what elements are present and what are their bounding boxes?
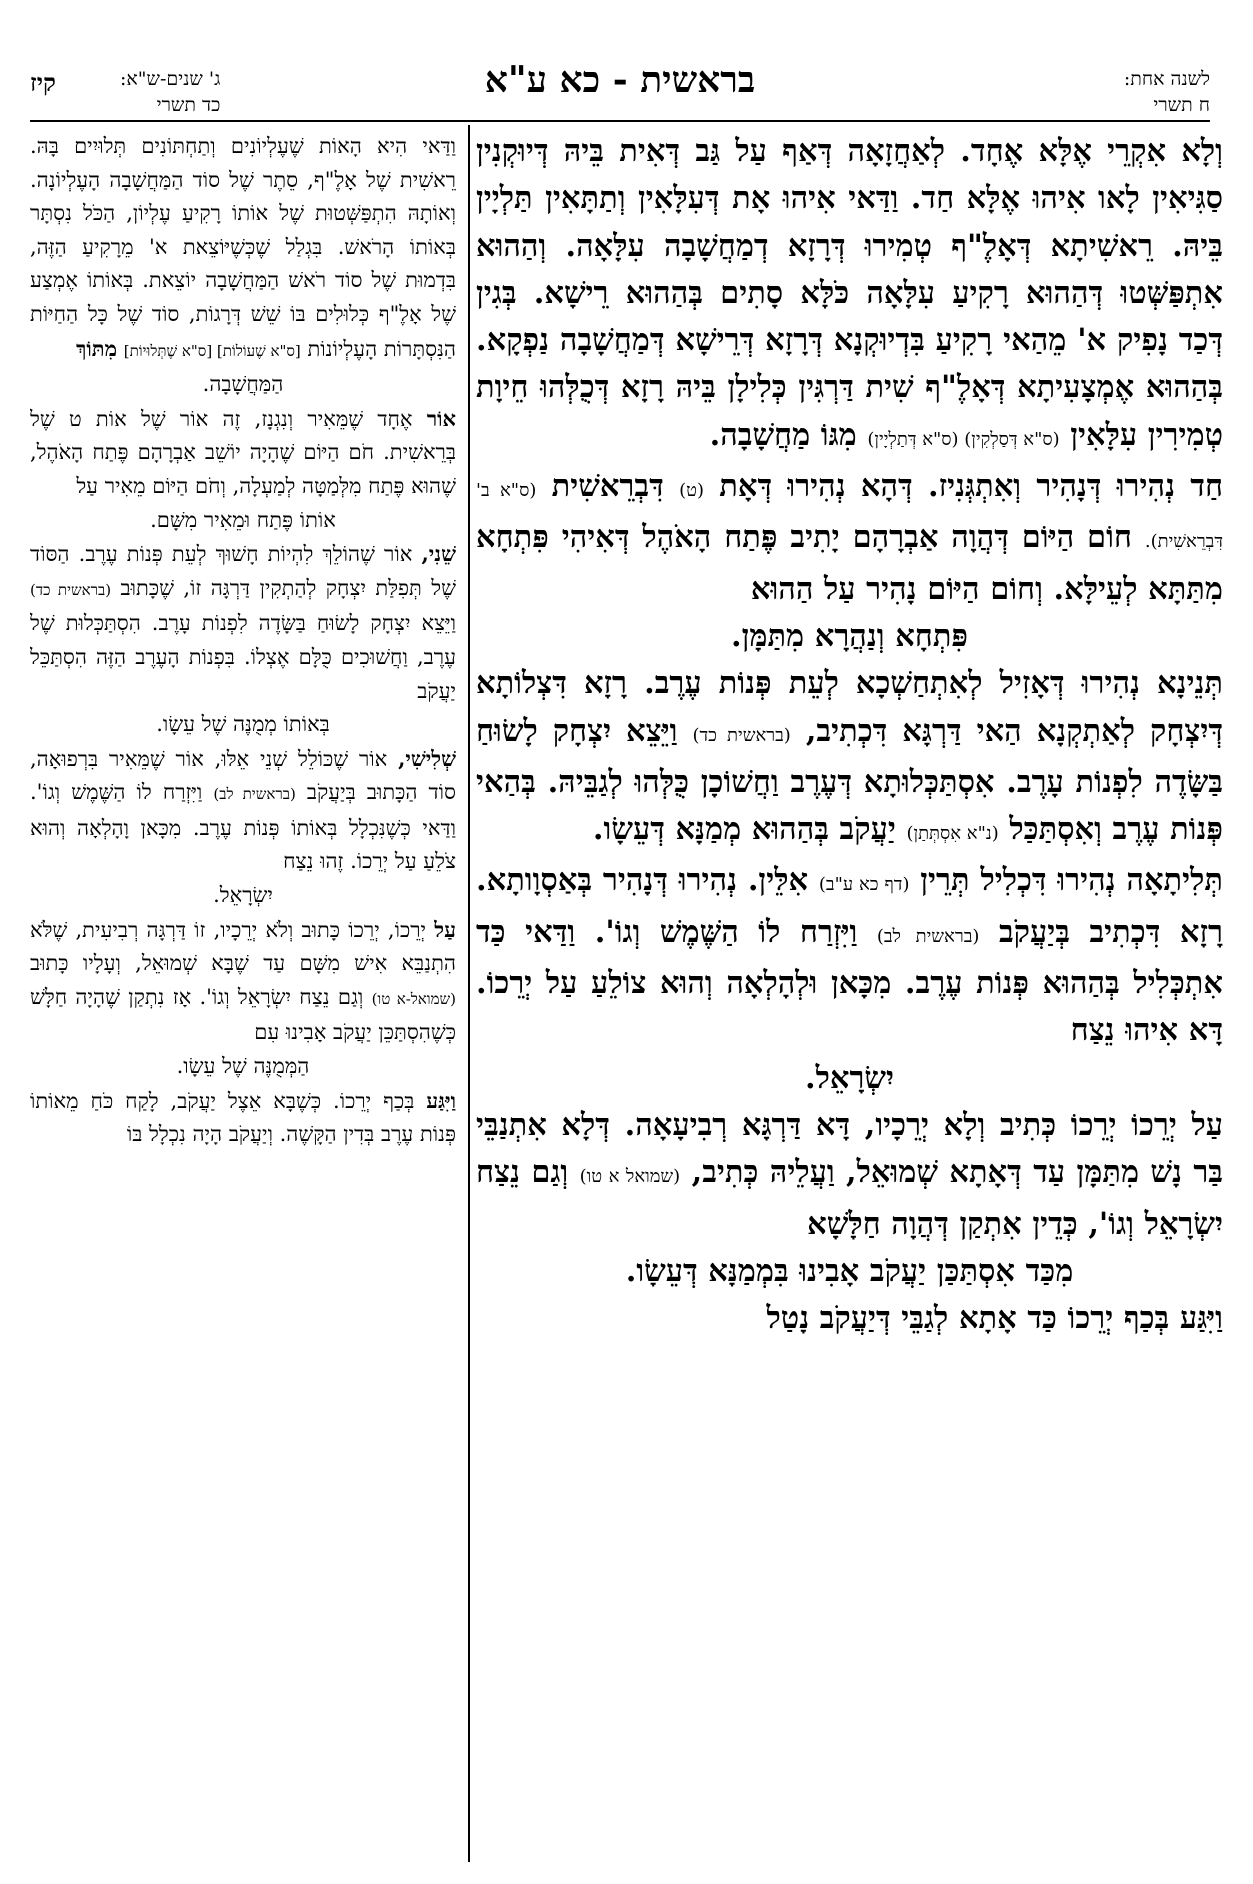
- main-text: יַעֲקֹב בְּהַהוּא מְמַנָּא דְּעֵשָׂו.: [592, 811, 896, 848]
- main-paragraph: [476, 857, 1223, 1054]
- verse-reference: (בראשית לב): [876, 925, 980, 947]
- verse-reference: (בראשית כד): [30, 580, 112, 599]
- main-text: דִּבְרֵאשִׁית: [551, 468, 664, 505]
- side-lead-word: עַל: [434, 916, 456, 942]
- main-paragraph: [476, 660, 1223, 857]
- side-paragraph: [30, 402, 456, 504]
- main-text: עַל יְרֵכוֹ יְרֵכוֹ כְּתִיב וְלָא יְרֵכָיו, דָּא דַּרְגָּא רְבִיעָאָה. דְּלָא אִתְנַבֵּי בַּר נָשׁ מִתַּמָּן עַד דְּאָתָא שְׁמוּאֵל, וַעֲלֵיהּ כְּתִיב,: [476, 1106, 1223, 1191]
- side-lead-word: שֵׁנִי,: [421, 541, 456, 567]
- main-text: וַיִּזְרַח לוֹ הַשֶּׁמֶשׁ וְגוֹ'. וַדַּאי כַּד אִתְכְּלִיל בְּהַהוּא פְּנוֹת עֶרֶב. מִכָּאן וּלְהָלְאָה וְהוּא צוֹלֵעַ עַל יְרֵכוֹ. דָּא אִיהוּ נֵצַח: [476, 913, 1223, 1049]
- variant-note: (ס"א דְּסַלְקִין) (ס"א דְּתַלְיָין): [867, 428, 1060, 450]
- main-text: תְּנֵינָא נְהִירוּ דְּאָזִיל לְאִתְחַשְׁכָא לְעֵת פְּנוֹת עֶרֶב. רָזָא דִּצְלוֹתָא דְּיִצְחָק לְאַתְקְנָא הַאי דַּרְגָּא דִּכְתִיב,: [476, 665, 1223, 749]
- main-paragraph: וַיִּגַּע בְּכַף יְרֵכוֹ כַּד אָתָא לְגַבֵּי דְּיַעֲקֹב נָטַל: [766, 1300, 1223, 1337]
- side-text: אֶחָד שֶׁמֵּאִיר וְנִגְנָז, זֶה אוֹר שֶׁל אוֹת ט שֶׁל בְּרֵאשִׁית. חֹם הַיּוֹם שֶׁהָיָה יוֹשֵׁב אַבְרָהָם פֶּתַח הָאֹהֶל, שֶׁהוּא פֶּתַח מִלְּמַטָּה לְמַעְלָה, וְחֹם הַיּוֹם מֵאִיר עַל: [30, 406, 456, 498]
- main-text: וְלָא אִקְרֵי אֶלָּא אֶחָד. לְאַחֲזָאָה דְּאַף עַל גַּב דְּאִית בֵּיהּ דְּיוּקְנִין סַגִּיאִין לָאו אִיהוּ אֶלָּא חַד. וַדַּאי אִיהוּ אָת דְּעִלָּאִין וְתַתָּאִין תַּלְיָין בֵּיהּ. רֵאשִׁיתָא דְּאָלֶ"ף טְמִירוּ דְּרָזָא דְמַחֲשָׁבָה עִלָּאָה. וְהַהוּא אִתְפַּשְּׁטוּ דְּהַהוּא רָקִיעַ עִלָּאָה כֹּלָּא סָתִים בְּהַהוּא רֵישָׁא. בְּגִין דְּכַד נָפִיק א' מֵהַאי רָקִיעַ בִּדְיוּקְנָא דְּרָזָא דְּרֵישָׁא דְּמַחֲשָׁבָה נַפְקָא. בְּהַהוּא אֶמְצָעִיתָא דְּאָלֶ"ף שִׁית דַּרְגִּין כְּלִילָן בֵּיהּ רָזָא דְּכֻלְּהוּ חֵיוָת טְמִירִין עִלָּאִין: [476, 133, 1223, 453]
- side-lead-word: שְׁלִישִׁי,: [398, 745, 456, 771]
- folio-reference: (דף כא ע"ב): [818, 874, 910, 896]
- side-lead-word: וַיִּגַּע: [426, 1087, 456, 1113]
- main-paragraph: [476, 1102, 1223, 1248]
- schedule-three-years-label: ג' שנים-ש"א:: [120, 68, 221, 90]
- main-text: מִגּוֹ מַחֲשָׁבָה.: [709, 416, 857, 453]
- page-number: קיז: [30, 68, 56, 97]
- hebrew-translation-column: [30, 130, 456, 1862]
- header-rule: [30, 120, 1210, 122]
- main-text: אִלֵּין. נְהִירוּ דְּנָהִיר בְּאַסְוָותָא. רָזָא דִּכְתִיב בְּיַעֲקֹב: [476, 862, 1223, 950]
- verse-reference: (בראשית לב): [213, 785, 296, 804]
- page-header: [30, 58, 1210, 128]
- side-paragraph-end: יִשְׂרָאֵל.: [213, 883, 273, 908]
- side-paragraph: [30, 537, 456, 708]
- variant-note: [ס"א שֶׁעוֹלוֹת] [ס"א שֶׁתְּלוּיוֹת]: [123, 341, 301, 360]
- aramaic-text-column: [476, 128, 1223, 1862]
- variant-note: (נ"א אִסְתְּתַן): [906, 823, 999, 845]
- side-paragraph: [30, 130, 456, 368]
- column-divider: [468, 125, 470, 1862]
- main-paragraph: [476, 463, 1223, 613]
- side-paragraph: [30, 1084, 456, 1152]
- verse-reference: (שמואל א טו): [579, 1166, 681, 1188]
- side-text: וַיֵּצֵא יִצְחָק לָשׂוּחַ בַּשָּׂדֶה לִפְנוֹת עָרֶב. הִסְתַּכְּלוּת שֶׁל עֶרֶב, וַחֲשׁוּכִים כֻּלָּם אֶצְלוֹ. בִּפְנוֹת הָעֶרֶב הַזֶּה הִסְתַּכֵּל יַעֲקֹב: [30, 611, 456, 703]
- side-text: אוֹר שֶׁכּוֹלֵל שְׁנֵי אֵלּוּ, אוֹר שֶׁמֵּאִיר בִּרְפוּאָה, סוֹד הַכָּתוּב בְּיַעֲקֹב: [30, 746, 456, 805]
- schedule-three-years-date: כד תשרי: [156, 94, 221, 116]
- main-text: וְגַם נֵצַח יִשְׂרָאֵל וְגוֹ', כְּדֵין אִתְקַן דְּהֲוָה חַלָּשָׁא: [476, 1154, 1223, 1242]
- side-text: וַדַּאי הִיא הָאוֹת שֶׁעֶלְיוֹנִים וְתַחְתּוֹנִים תְּלוּיִים בָּהּ. רֵאשִׁית שֶׁל אָלֶ"ף, סֵתֶר שֶׁל סוֹד הַמַּחֲשָׁבָה הָעֶלְיוֹנָה. וְאוֹתָהּ הִתְפַּשְּׁטוּת שֶׁל אוֹתוֹ רָקִיעַ עֶלְיוֹן, הַכֹּל נִסְתָּר בְּאוֹתוֹ הָרֹאשׁ. בִּגְלַל שֶׁכְּשֶׁיּוֹצֵאת א' מֵרָקִיעַ הַזֶּה, בִּדְמוּת שֶׁל סוֹד רֹאשׁ הַמַּחֲשָׁבָה יוֹצֵאת. בְּאוֹתוֹ אֶמְצַע שֶׁל אָלֶ"ף כְּלוּלִים בּוֹ שֵׁשׁ דְּרָגוֹת, סוֹד שֶׁל כָּל הַחַיּוֹת הַנִּסְתָּרוֹת הָעֶלְיוֹנוֹת: [30, 134, 456, 361]
- main-paragraph-end: פִּתְחָא וְנַהֲרָא מִתַּמָּן.: [730, 617, 969, 654]
- verse-reference: (בראשית כד): [692, 724, 791, 746]
- main-text: חַד נְהִירוּ דְּנָהִיר וְאִתְגְּנִיז. דְּהָא נְהִירוּ דְּאָת: [719, 468, 1223, 505]
- header-schedule-three-years: [120, 66, 220, 118]
- side-paragraph: [30, 913, 456, 1050]
- variant-note: (ט): [679, 480, 704, 502]
- side-text: וַיִּזְרַח לוֹ הַשֶּׁמֶשׁ וְגוֹ'. וַדַּאי כְּשֶׁנִּכְלָל בְּאוֹתוֹ פְּנוֹת עֶרֶב. מִכָּאן וָהָלְאָה וְהוּא צֹלֵעַ עַל יְרֵכוֹ. זֶהוּ נֵצַח: [30, 780, 456, 874]
- page-title: בראשית - כא ע"א: [484, 59, 756, 101]
- main-text: וַיֵּצֵא יִצְחָק לָשׂוּחַ בַּשָּׂדֶה לִפְנוֹת עָרֶב. אִסְתַּכְּלוּתָא דְּעֶרֶב וַחֲשׁוֹכָן כֻּלְּהוּ לְגַבֵּיהּ. בְּהַאי פְּנוֹת עֶרֶב וְאִסְתַּכַּל: [476, 712, 1223, 848]
- schedule-one-year-date: ח תשרי: [1153, 94, 1210, 116]
- main-text: תְּלִיתָאָה נְהִירוּ דִּכְלִיל תְּרֵין: [920, 862, 1223, 899]
- side-text: מִתּוֹךְ: [76, 335, 118, 361]
- main-paragraph-end: יִשְׂרָאֵל.: [804, 1059, 895, 1096]
- main-paragraph: [476, 128, 1223, 463]
- schedule-one-year-label: לשנה אחת:: [1123, 68, 1210, 90]
- side-paragraph: [30, 742, 456, 879]
- main-text: חוֹם הַיּוֹם דְּהֲוָה אַבְרָהָם יָתִיב פֶּתַח הָאֹהֶל דְּאִיהִי פִּתְחָא מִתַּתָּא לְעֵילָּא. וְחוֹם הַיּוֹם נָהִיר עַל הַהוּא: [476, 519, 1223, 607]
- side-paragraph-end: הַמְּמֻנֶּה שֶׁל עֵשָׂו.: [176, 1054, 310, 1079]
- verse-reference: (שמואל-א טו): [371, 989, 456, 1008]
- side-text: וְגַם נֵצַח יִשְׂרָאֵל וְגוֹ'. אָז נִתְקַן שֶׁהָיָה חַלָּשׁ כְּשֶׁהִסְתַּכֵּן יַעֲקֹב אָבִינוּ עִם: [30, 984, 456, 1045]
- side-lead-word: אוֹר: [426, 405, 456, 431]
- side-text: יְרֵכוֹ, יְרֵכוֹ כָּתוּב וְלֹא יְרֵכָיו, זוֹ דַּרְגָּה רְבִיעִית, שֶׁלֹּא הִתְנַבֵּא אִישׁ מִשָּׁם עַד שֶׁבָּא שְׁמוּאֵל, וְעָלָיו כָּתוּב: [30, 917, 456, 976]
- side-paragraph-end: בְּאוֹתוֹ מְמֻנֶּה שֶׁל עֵשָׂו.: [156, 712, 330, 737]
- side-paragraph-end: הַמַּחֲשָׁבָה.: [202, 372, 284, 397]
- side-text: בְּכַף יְרֵכוֹ. כְּשֶׁבָּא אֵצֶל יַעֲקֹב, לָקַח כֹּחַ מֵאוֹתוֹ פְּנוֹת עֶרֶב בְּדִין הַקָּשֶׁה. וְיַעֲקֹב הָיָה נִכְלָל בּוֹ: [30, 1088, 456, 1147]
- variant-note: (ס"א ב' דִּבְרֵאשִׁית).: [476, 480, 1223, 553]
- side-text: אוֹר שֶׁהוֹלֵךְ לִהְיוֹת חָשׁוּךְ לְעֵת פְּנוֹת עֶרֶב. הַסּוֹד שֶׁל תְּפִלַּת יִצְחָק לְהַתְקִין דַּרְגָּה זוֹ, שֶׁכָּתוּב: [30, 542, 456, 600]
- side-paragraph-end: אוֹתוֹ פֶּתַח וּמֵאִיר מִשָּׁם.: [150, 507, 336, 532]
- main-paragraph-end: מִכַּד אִסְתַּכַּן יַעֲקֹב אָבִינוּ בִּמְמַנָּא דְּעֵשָׂו.: [625, 1252, 1074, 1289]
